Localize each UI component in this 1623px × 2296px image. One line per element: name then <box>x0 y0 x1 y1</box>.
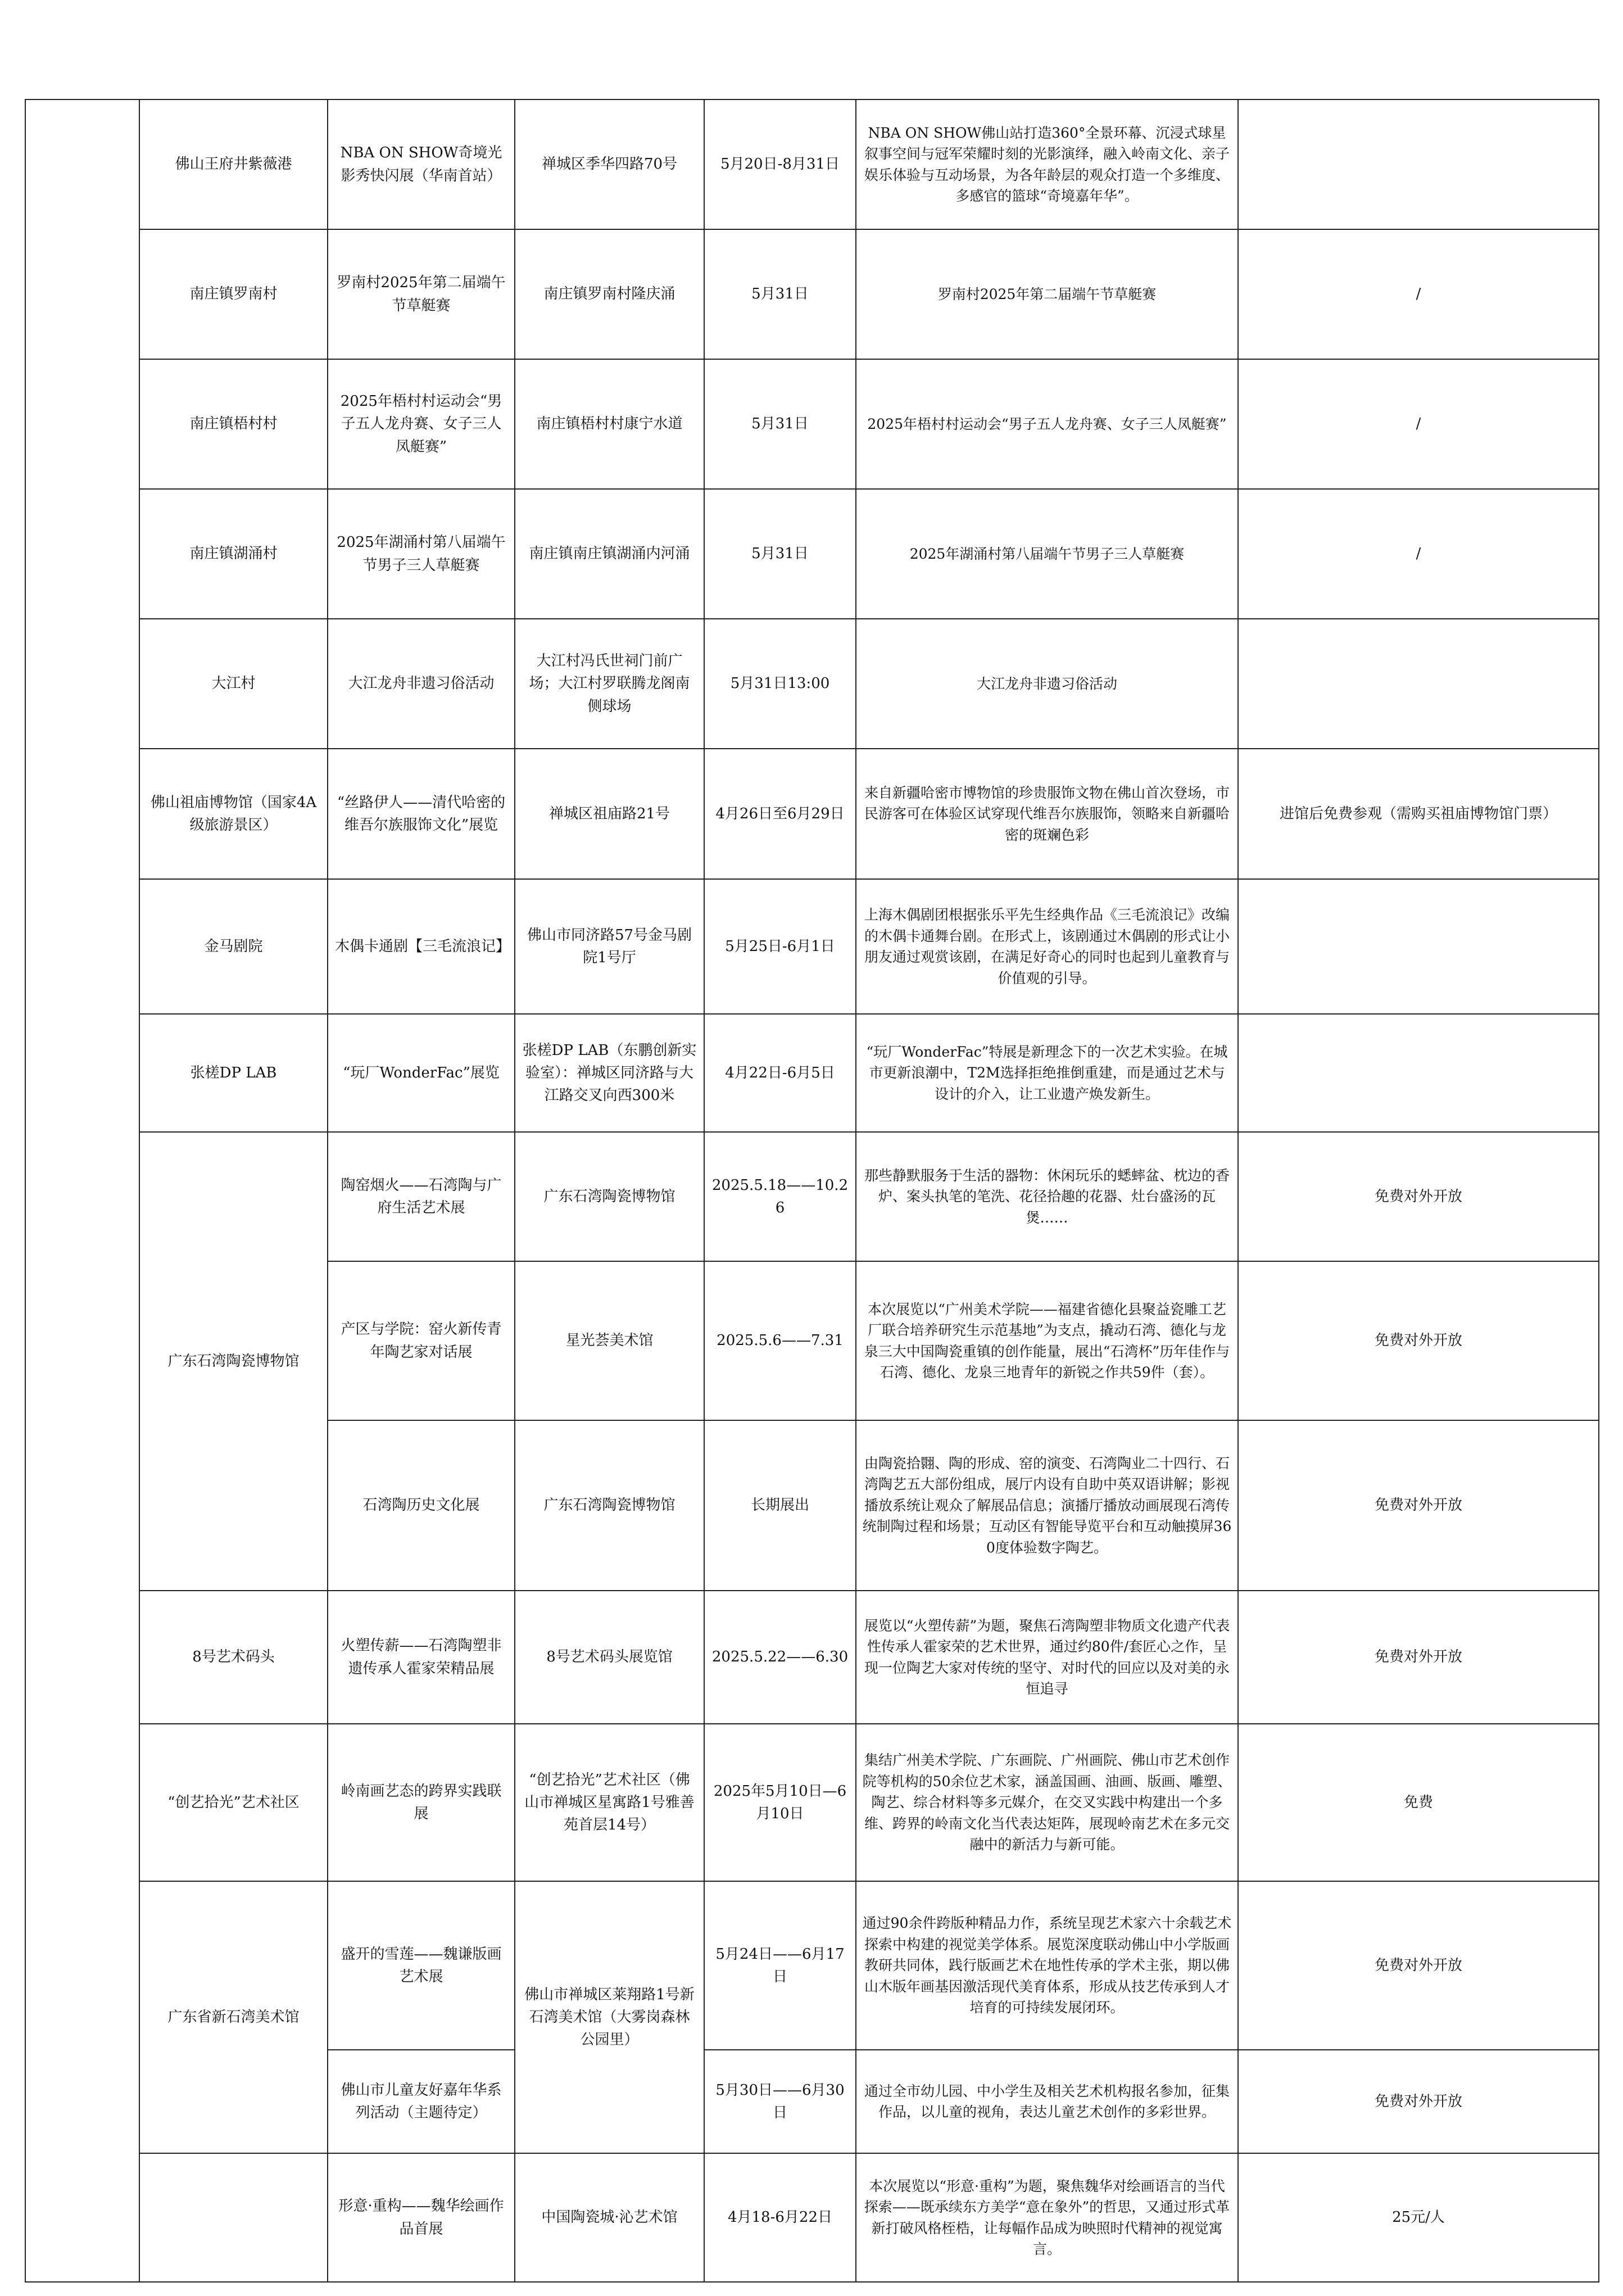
description-cell: 展览以“火塑传薪”为题，聚焦石湾陶塑非物质文化遗产代表性传承人霍家荣的艺术世界，通过约80件/套匠心之作，呈现一位陶艺大家对传统的坚守、对时代的回应以及对美的永恒追寻 <box>856 1591 1238 1724</box>
table-row <box>25 2153 1599 2282</box>
venue-cell: 广东省新石湾美术馆 <box>139 1881 328 2153</box>
fee-cell: 25元/人 <box>1238 2153 1599 2282</box>
event-name-cell: 陶窑烟火——石湾陶与广府生活艺术展 <box>328 1132 515 1261</box>
date-cell: 5月30日——6月30日 <box>704 2050 856 2153</box>
fee-cell: 进馆后免费参观（需购买祖庙博物馆门票） <box>1238 749 1599 879</box>
description-cell: 上海木偶剧团根据张乐平先生经典作品《三毛流浪记》改编的木偶卡通舞台剧。在形式上，该剧通过木偶剧的形式让小朋友通过观赏该剧，在满足好奇心的同时也起到儿童教育与价值观的引导。 <box>856 879 1238 1014</box>
address-cell: 星光荟美术馆 <box>515 1261 704 1420</box>
fee-cell <box>1238 879 1599 1014</box>
date-cell: 4月22日-6月5日 <box>704 1014 856 1132</box>
event-name-cell: “丝路伊人——清代哈密的维吾尔族服饰文化”展览 <box>328 749 515 879</box>
fee-cell: 免费对外开放 <box>1238 1591 1599 1724</box>
address-cell: 佛山市禅城区莱翔路1号新石湾美术馆（大雾岗森林公园里） <box>515 1881 704 2153</box>
table-row <box>25 359 1599 489</box>
date-cell: 2025年5月10日—6月10日 <box>704 1724 856 1881</box>
event-name-cell: 石湾陶历史文化展 <box>328 1420 515 1591</box>
date-cell: 2025.5.18——10.26 <box>704 1132 856 1261</box>
table-row <box>25 1014 1599 1132</box>
description-cell: 本次展览以“广州美术学院——福建省德化县聚益瓷雕工艺厂联合培养研究生示范基地”为支点，撬动石湾、德化与龙泉三大中国陶瓷重镇的创作能量，展出“石湾杯”历年佳作与石湾、德化、龙泉三地青年的新锐之作共59件（套）。 <box>856 1261 1238 1420</box>
date-cell: 2025.5.6——7.31 <box>704 1261 856 1420</box>
description-cell: 本次展览以“形意·重构”为题，聚焦魏华对绘画语言的当代探索——既承续东方美学“意在象外”的哲思，又通过形式革新打破风格桎梏，让每幅作品成为映照时代精神的视觉寓言。 <box>856 2153 1238 2282</box>
venue-cell: 南庄镇湖涌村 <box>139 489 328 619</box>
table-row <box>25 879 1599 1014</box>
table-row <box>25 229 1599 359</box>
table-row <box>25 489 1599 619</box>
address-cell: 南庄镇梧村村康宁水道 <box>515 359 704 489</box>
event-name-cell: 产区与学院：窑火新传青年陶艺家对话展 <box>328 1261 515 1420</box>
address-cell: 禅城区季华四路70号 <box>515 99 704 229</box>
address-cell: “创艺拾光”艺术社区（佛山市禅城区星寓路1号雅善苑首层14号） <box>515 1724 704 1881</box>
table-row <box>25 749 1599 879</box>
description-cell: 2025年湖涌村第八届端午节男子三人草艇赛 <box>856 489 1238 619</box>
date-cell: 4月26日至6月29日 <box>704 749 856 879</box>
date-cell: 5月20日-8月31日 <box>704 99 856 229</box>
description-cell: 罗南村2025年第二届端午节草艇赛 <box>856 229 1238 359</box>
event-name-cell: 佛山市儿童友好嘉年华系列活动（主题待定） <box>328 2050 515 2153</box>
venue-cell: 南庄镇梧村村 <box>139 359 328 489</box>
address-cell: 中国陶瓷城·沁艺术馆 <box>515 2153 704 2282</box>
fee-cell <box>1238 99 1599 229</box>
address-cell: 南庄镇罗南村隆庆涌 <box>515 229 704 359</box>
description-cell: 通过全市幼儿园、中小学生及相关艺术机构报名参加，征集作品，以儿童的视角，表达儿童艺术创作的多彩世界。 <box>856 2050 1238 2153</box>
date-cell: 5月25日-6月1日 <box>704 879 856 1014</box>
fee-cell: / <box>1238 489 1599 619</box>
description-cell: 集结广州美术学院、广东画院、广州画院、佛山市艺术创作院等机构的50余位艺术家，涵盖国画、油画、版画、雕塑、陶艺、综合材料等多元媒介，在交叉实践中构建出一个多维、跨界的岭南文化当代表达矩阵，展现岭南艺术在多元交融中的新活力与新可能。 <box>856 1724 1238 1881</box>
fee-cell: 免费 <box>1238 1724 1599 1881</box>
table-row <box>25 619 1599 749</box>
fee-cell: / <box>1238 229 1599 359</box>
fee-cell <box>1238 1014 1599 1132</box>
fee-cell: 免费对外开放 <box>1238 2050 1599 2153</box>
event-name-cell: 火塑传薪——石湾陶塑非遗传承人霍家荣精品展 <box>328 1591 515 1724</box>
description-cell: “玩厂WonderFac”特展是新理念下的一次艺术实验。在城市更新浪潮中，T2M选择拒绝推倒重建，而是通过艺术与设计的介入，让工业遗产焕发新生。 <box>856 1014 1238 1132</box>
event-name-cell: 盛开的雪莲——魏谦版画艺术展 <box>328 1881 515 2050</box>
description-cell: 由陶瓷拾翾、陶的形成、窑的演变、石湾陶业二十四行、石湾陶艺五大部份组成，展厅内设有自助中英双语讲解；影视播放系统让观众了解展品信息；演播厅播放动画展现石湾传统制陶过程和场景；互动区有智能导览平台和互动触摸屏360度体验数字陶艺。 <box>856 1420 1238 1591</box>
date-cell: 长期展出 <box>704 1420 856 1591</box>
venue-cell: 8号艺术码头 <box>139 1591 328 1724</box>
event-name-cell: 大江龙舟非遗习俗活动 <box>328 619 515 749</box>
event-name-cell: “玩厂WonderFac”展览 <box>328 1014 515 1132</box>
venue-cell <box>139 2153 328 2282</box>
event-name-cell: 形意·重构——魏华绘画作品首展 <box>328 2153 515 2282</box>
venue-cell: 广东石湾陶瓷博物馆 <box>139 1132 328 1591</box>
description-cell: NBA ON SHOW佛山站打造360°全景环幕、沉浸式球星叙事空间与冠军荣耀时刻的光影演绎，融入岭南文化、亲子娱乐体验与互动场景，为各年龄层的观众打造一个多维度、多感官的篮球“奇境嘉年华”。 <box>856 99 1238 229</box>
address-cell: 佛山市同济路57号金马剧院1号厅 <box>515 879 704 1014</box>
table-row <box>25 99 1599 229</box>
venue-cell: 南庄镇罗南村 <box>139 229 328 359</box>
date-cell: 5月31日 <box>704 489 856 619</box>
event-name-cell: 木偶卡通剧【三毛流浪记】 <box>328 879 515 1014</box>
date-cell: 5月24日——6月17日 <box>704 1881 856 2050</box>
table-row <box>25 1881 1599 2050</box>
address-cell: 张槎DP LAB（东鹏创新实验室）：禅城区同济路与大江路交叉向西300米 <box>515 1014 704 1132</box>
fee-cell: / <box>1238 359 1599 489</box>
fee-cell: 免费对外开放 <box>1238 1420 1599 1591</box>
fee-cell: 免费对外开放 <box>1238 1881 1599 2050</box>
date-cell: 5月31日 <box>704 359 856 489</box>
address-cell: 广东石湾陶瓷博物馆 <box>515 1132 704 1261</box>
address-cell: 8号艺术码头展览馆 <box>515 1591 704 1724</box>
event-name-cell: NBA ON SHOW奇境光影秀快闪展（华南首站） <box>328 99 515 229</box>
description-cell: 大江龙舟非遗习俗活动 <box>856 619 1238 749</box>
venue-cell: 金马剧院 <box>139 879 328 1014</box>
address-cell: 广东石湾陶瓷博物馆 <box>515 1420 704 1591</box>
event-name-cell: 2025年梧村村运动会“男子五人龙舟赛、女子三人凤艇赛” <box>328 359 515 489</box>
fee-cell: 免费对外开放 <box>1238 1261 1599 1420</box>
table-row <box>25 1591 1599 1724</box>
table-row <box>25 1132 1599 1261</box>
fee-cell: 免费对外开放 <box>1238 1132 1599 1261</box>
date-cell: 5月31日 <box>704 229 856 359</box>
venue-cell: “创艺拾光”艺术社区 <box>139 1724 328 1881</box>
date-cell: 5月31日13:00 <box>704 619 856 749</box>
event-name-cell: 罗南村2025年第二届端午节草艇赛 <box>328 229 515 359</box>
address-cell: 禅城区祖庙路21号 <box>515 749 704 879</box>
event-name-cell: 2025年湖涌村第八届端午节男子三人草艇赛 <box>328 489 515 619</box>
fee-cell <box>1238 619 1599 749</box>
date-cell: 4月18-6月22日 <box>704 2153 856 2282</box>
event-name-cell: 岭南画艺态的跨界实践联展 <box>328 1724 515 1881</box>
venue-cell: 张槎DP LAB <box>139 1014 328 1132</box>
address-cell: 大江村冯氏世祠门前广场；大江村罗联腾龙阁南侧球场 <box>515 619 704 749</box>
venue-cell: 大江村 <box>139 619 328 749</box>
description-cell: 来自新疆哈密市博物馆的珍贵服饰文物在佛山首次登场，市民游客可在体验区试穿现代维吾尔族服饰，领略来自新疆哈密的斑斓色彩 <box>856 749 1238 879</box>
activity-table <box>25 99 1599 2283</box>
venue-cell: 佛山祖庙博物馆（国家4A级旅游景区） <box>139 749 328 879</box>
venue-cell: 佛山王府井紫薇港 <box>139 99 328 229</box>
description-cell: 2025年梧村村运动会“男子五人龙舟赛、女子三人凤艇赛” <box>856 359 1238 489</box>
description-cell: 那些静默服务于生活的器物：休闲玩乐的蟋蟀盆、枕边的香炉、案头执笔的笔洗、花径拾趣的花器、灶台盛汤的瓦煲…… <box>856 1132 1238 1261</box>
table-row <box>25 1724 1599 1881</box>
category-cell <box>25 99 139 2282</box>
address-cell: 南庄镇南庄镇湖涌内河涌 <box>515 489 704 619</box>
date-cell: 2025.5.22——6.30 <box>704 1591 856 1724</box>
description-cell: 通过90余件跨版种精品力作，系统呈现艺术家六十余载艺术探索中构建的视觉美学体系。展览深度联动佛山中小学版画教研共同体，践行版画艺术在地性传承的学术主张，期以佛山木版年画基因激活现代美育体系，形成从技艺传承到人才培育的可持续发展闭环。 <box>856 1881 1238 2050</box>
